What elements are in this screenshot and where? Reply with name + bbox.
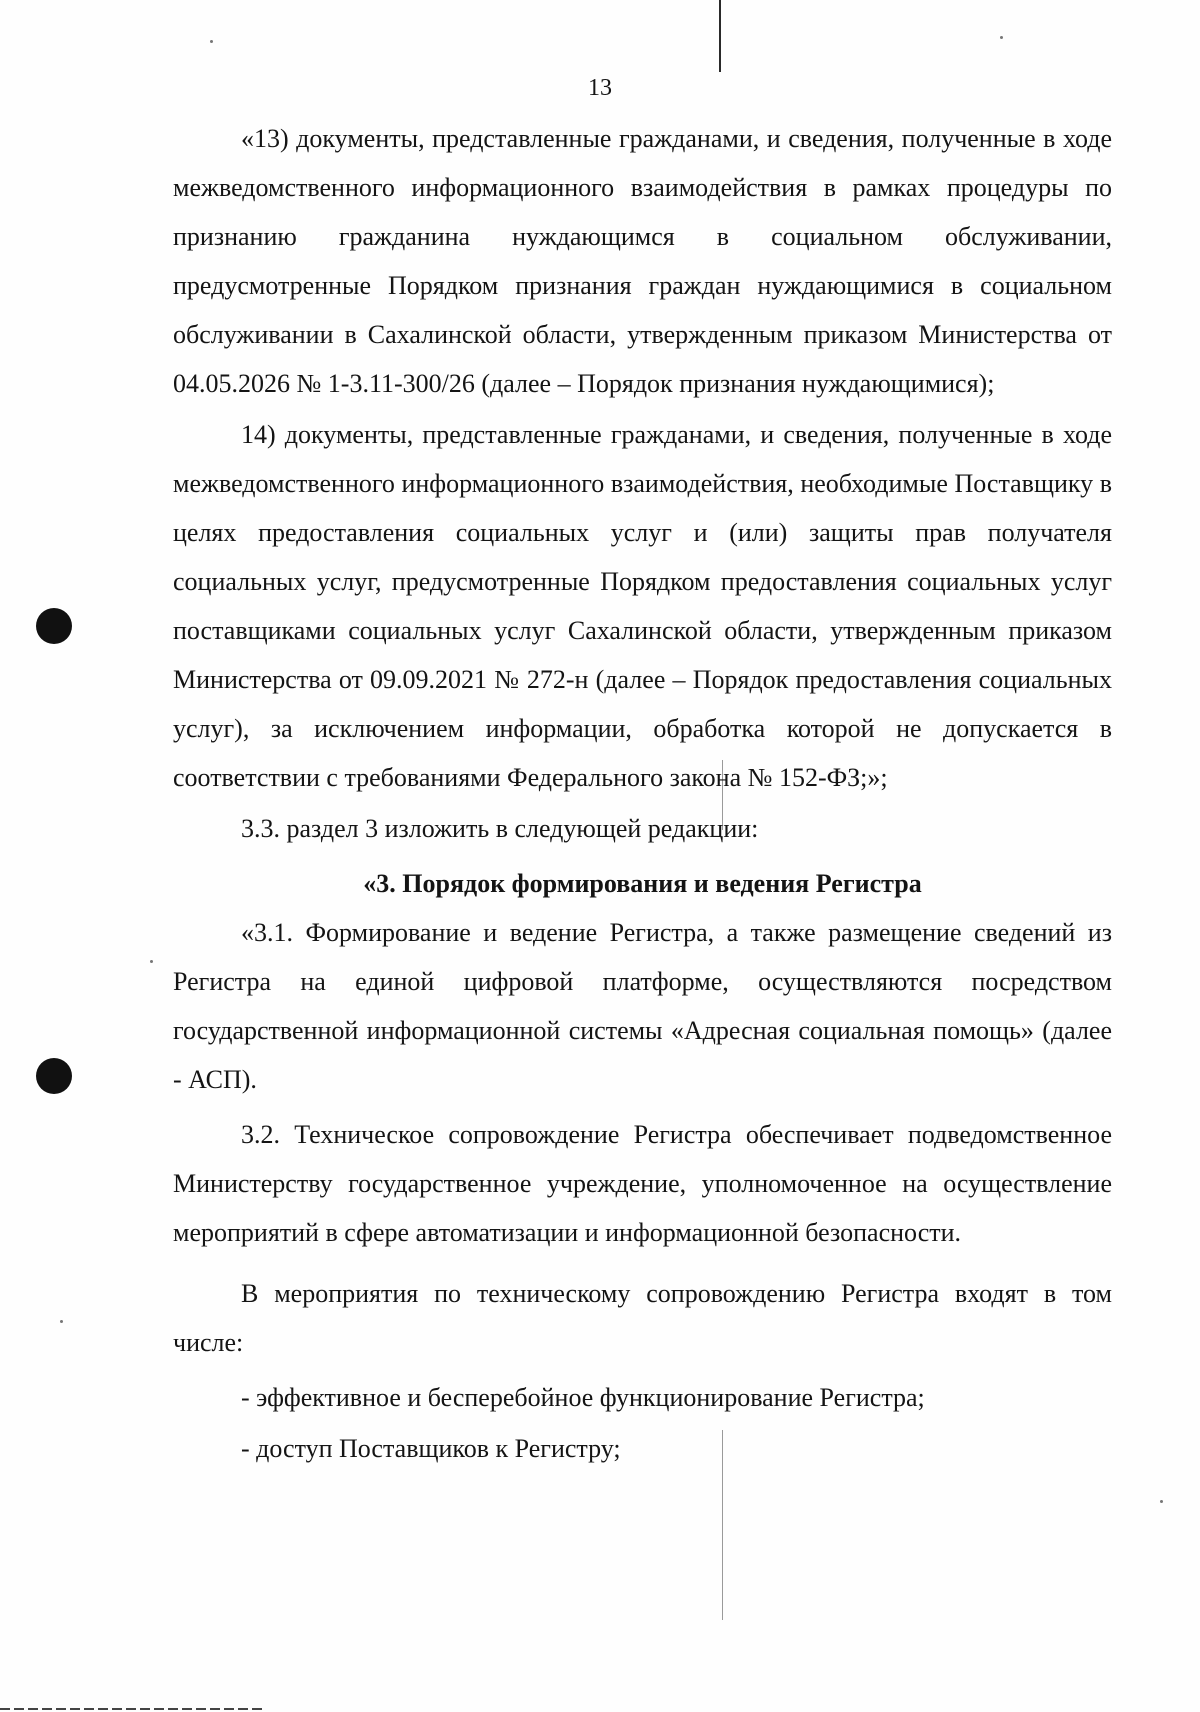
scan-speck	[1160, 1500, 1163, 1503]
scan-artifact-edge	[0, 1708, 262, 1710]
list-item-14: 14) документы, представленные гражданами, и сведения, полученные в ходе межведомственного информационного взаимодействия, необходимые Поставщику в целях предоставления социальных услуг и (или) защиты прав получателя социальных услуг, предусмотренные Порядком предоставления социальных услуг поставщиками социальных услуг Сахалинской области, утвержденным приказом Министерства от 09.09.2021 № 272-н (далее – Порядок предоставления социальных услуг), за исключением информации, обработка которой не допускается в соответствии с требованиями Федерального закона № 152-ФЗ;»;	[173, 420, 1112, 792]
bullet-item: - эффективное и бесперебойное функционирование Регистра;	[241, 1383, 925, 1412]
bullet-item: - доступ Поставщиков к Регистру;	[241, 1434, 621, 1463]
amendment-instruction: 3.3. раздел 3 изложить в следующей редакции:	[241, 814, 759, 843]
scan-speck	[150, 960, 153, 963]
punch-hole	[36, 608, 72, 644]
clause-3-2: 3.2. Техническое сопровождение Регистра обеспечивает подведомственное Министерству государственное учреждение, уполномоченное на осуществление мероприятий в сфере автоматизации и информационной безопасности.	[173, 1120, 1112, 1247]
scan-speck	[210, 40, 213, 43]
activities-intro: В мероприятия по техническому сопровождению Регистра входят в том числе:	[173, 1279, 1112, 1357]
page-number: 13	[588, 75, 612, 101]
clause-3-1: «3.1. Формирование и ведение Регистра, а также размещение сведений из Регистра на единой цифровой платформе, осуществляются посредством государственной информационной системы «Адресная социальная помощь» (далее - АСП).	[173, 918, 1112, 1094]
scan-speck	[60, 1320, 63, 1323]
punch-hole	[36, 1058, 72, 1094]
list-item-13: «13) документы, представленные гражданами, и сведения, полученные в ходе межведомственного информационного взаимодействия в рамках процедуры по признанию гражданина нуждающимся в социальном обслуживании, предусмотренные Порядком признания граждан нуждающимися в социальном обслуживании в Сахалинской области, утвержденным приказом Министерства от 04.05.2026 № 1-3.11-300/26 (далее – Порядок признания нуждающимися);	[173, 124, 1112, 398]
section-heading: «3. Порядок формирования и ведения Регистра	[363, 869, 922, 898]
document-body	[173, 114, 1112, 1473]
scan-speck	[1000, 36, 1003, 39]
scan-artifact-line	[719, 0, 721, 72]
